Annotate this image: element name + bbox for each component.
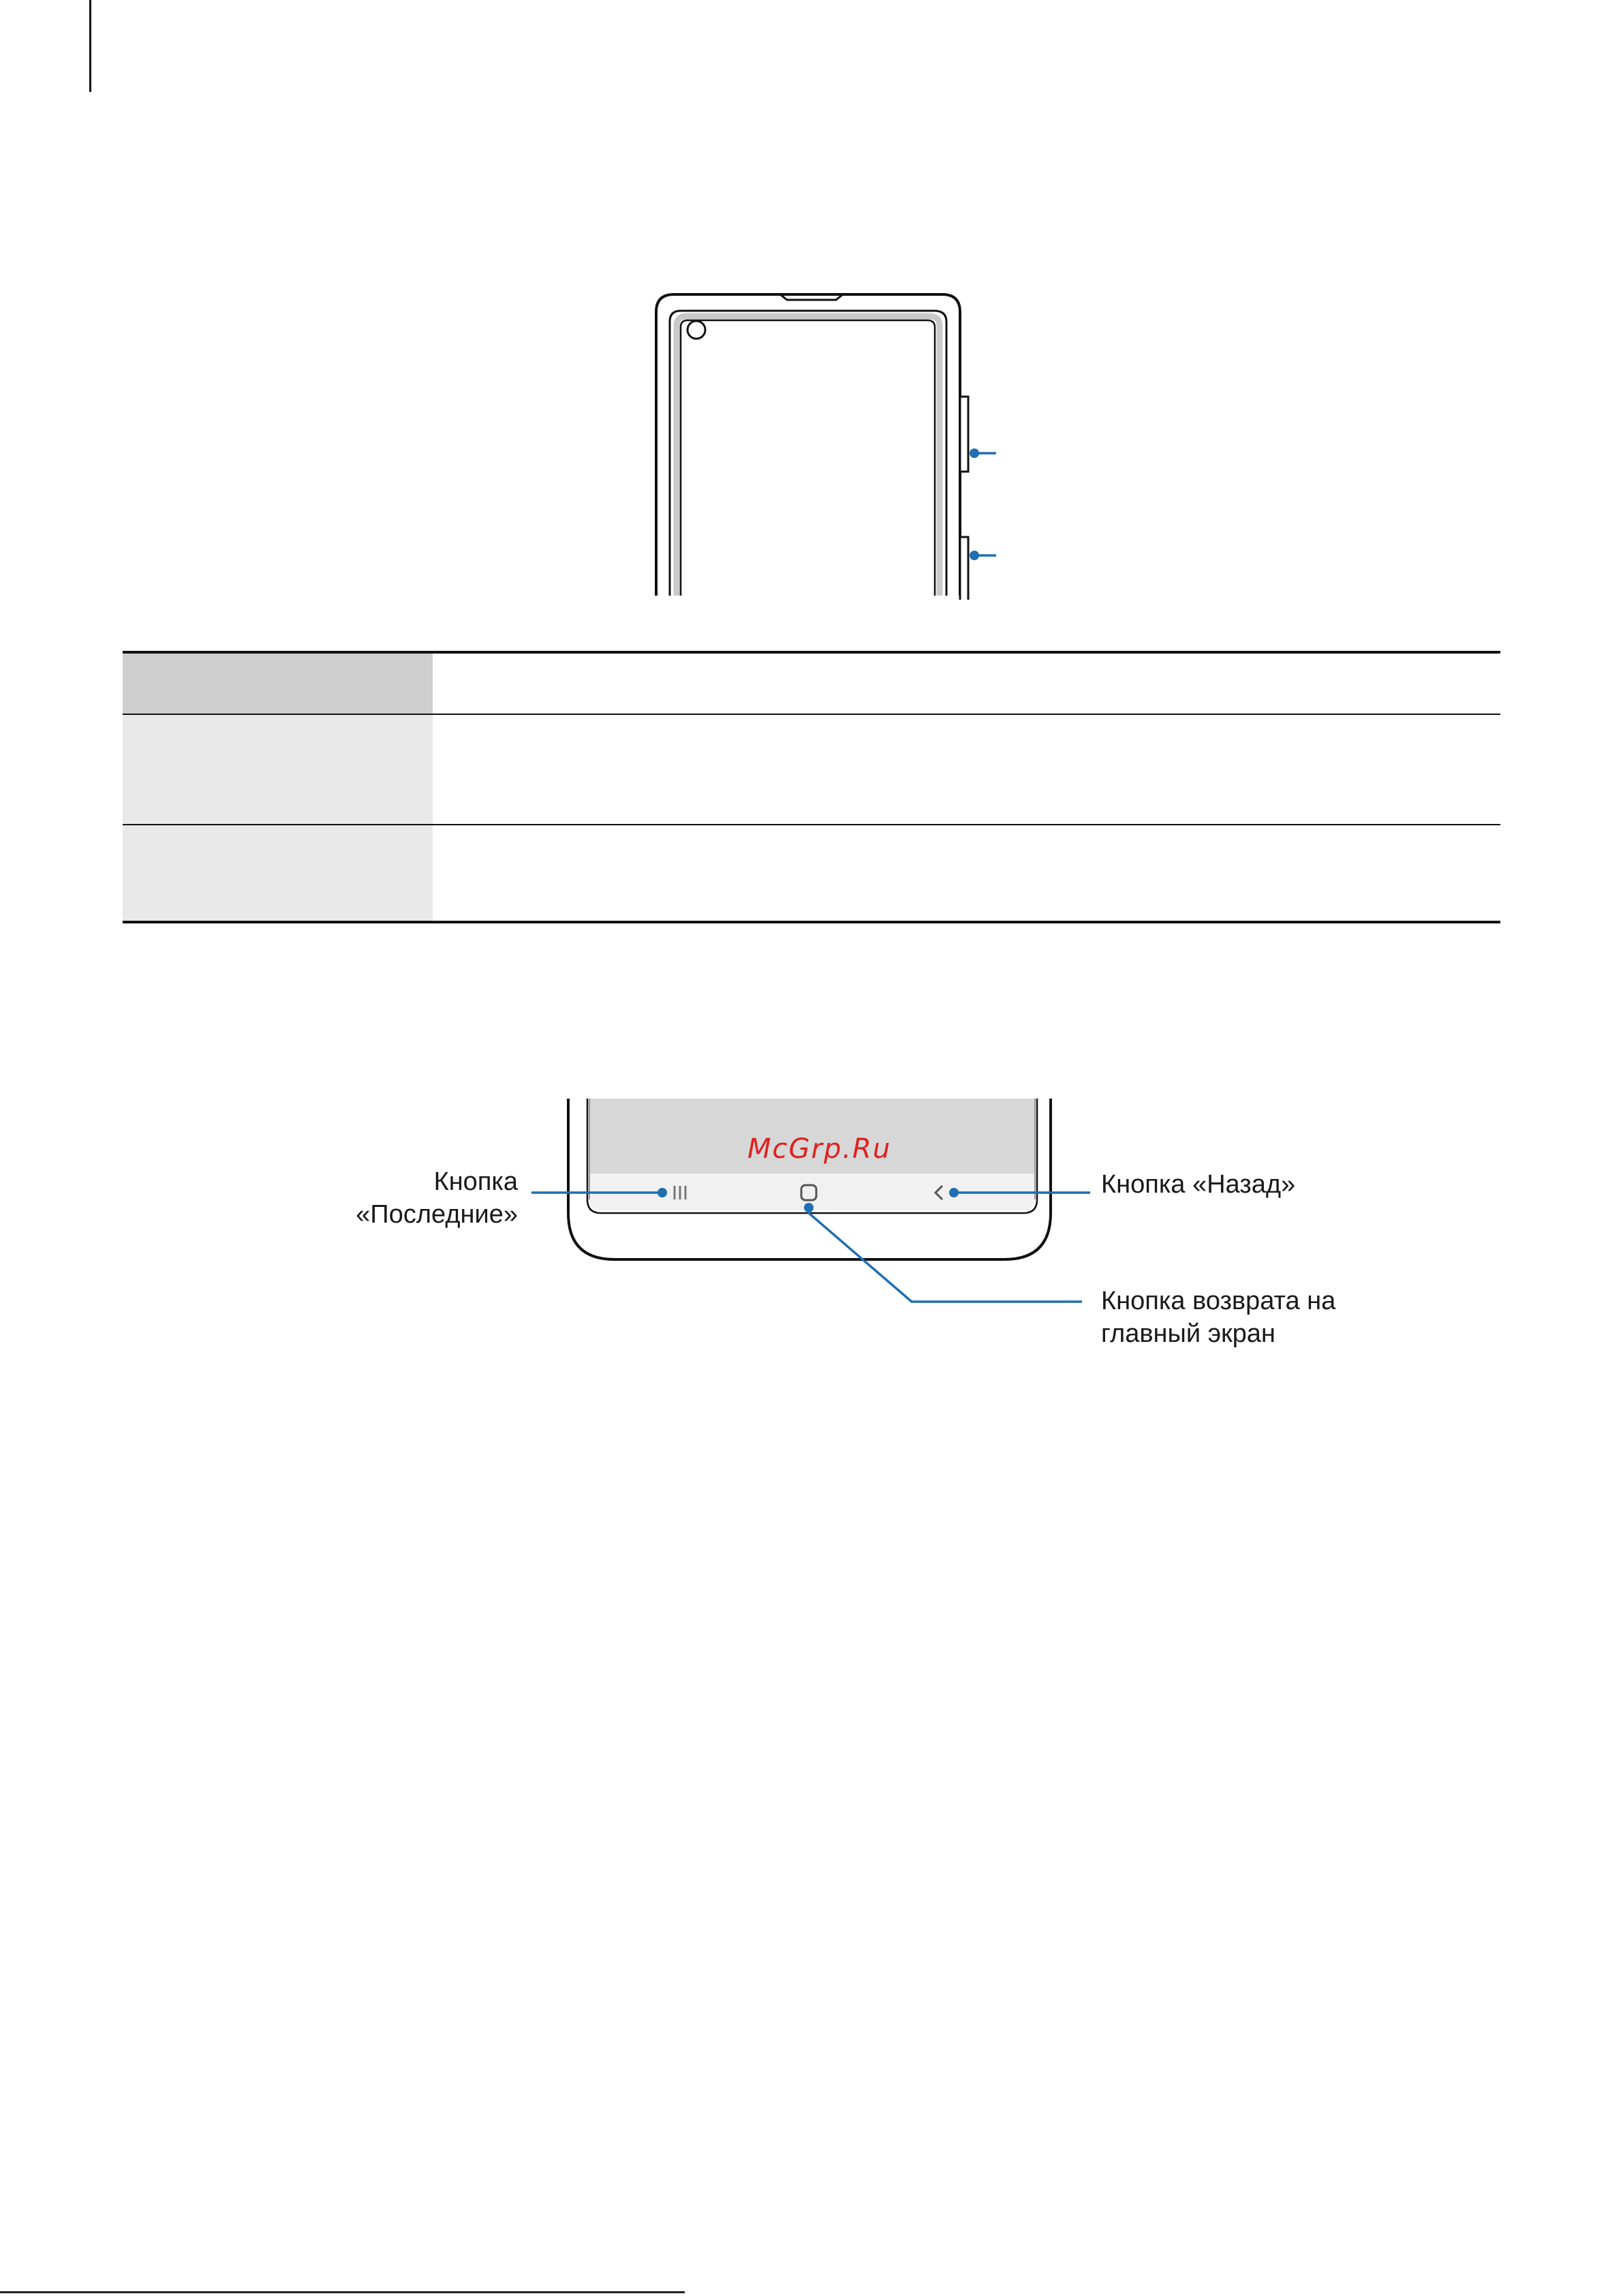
back-button-label: Кнопка «Назад» [1101, 1170, 1296, 1199]
page-margin-rule [89, 0, 91, 92]
volume-key-callout-dot [970, 448, 979, 458]
recents-button-label: Кнопка «Последние» [356, 1167, 518, 1229]
table-row-key [123, 825, 433, 922]
table-row-function [433, 714, 1500, 825]
keys-table [123, 651, 1500, 923]
camera-icon [687, 321, 705, 339]
table-header-function [433, 652, 1500, 714]
side-key-callout-dot [970, 551, 979, 560]
table-row-key [123, 714, 433, 825]
table-header-key [123, 652, 433, 714]
footer-rule [0, 2291, 685, 2293]
table-row-function [433, 825, 1500, 922]
home-button-label: Кнопка возврата на главный экран [1101, 1287, 1336, 1348]
watermark: McGrp.Ru [747, 1133, 892, 1165]
phone-side-keys-illustration [613, 273, 1022, 600]
